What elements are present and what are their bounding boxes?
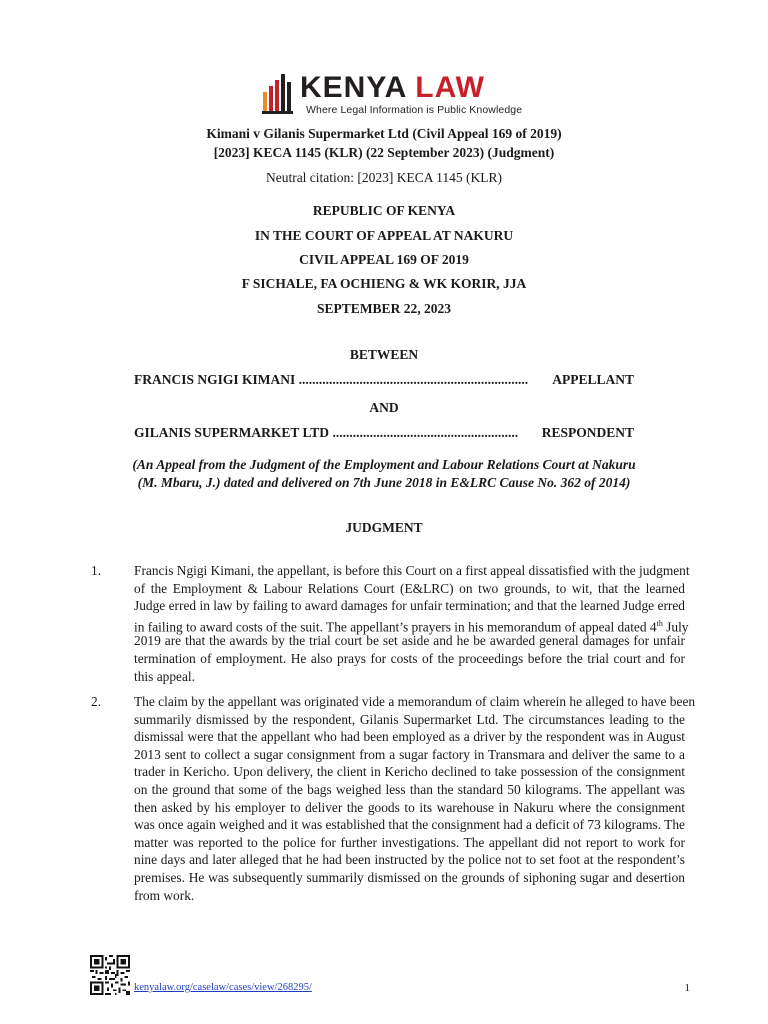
ordinal-suffix: th [656, 618, 663, 628]
case-title-line2: [2023] KECA 1145 (KLR) (22 September 2023) (Judgment) [213, 145, 555, 160]
paragraph-line: of the Employment & Labour Relations Court (E&LRC) on two grounds, to wit, that the learned [134, 580, 685, 596]
paragraph-line: matter was reported to the police for further investigations. The appellant did not report to work for [134, 834, 685, 850]
paragraph-text [134, 562, 690, 685]
paragraph-line: on the ground that some of the bags weighed less than the standard 50 kilograms. The appellant was [134, 781, 685, 797]
neutral-citation: Neutral citation: [2023] KECA 1145 (KLR) [265, 170, 503, 185]
paragraph-number: 1. [91, 563, 102, 578]
paragraph-line: 2019 are that the awards by the trial court be set aside and he be awarded general damages for unfair [134, 633, 685, 649]
paragraph-line: Francis Ngigi Kimani, the appellant, is before this Court on a first appeal dissatisfied with the judgment [134, 563, 690, 578]
paragraph-line: in failing to award costs of the suit. The appellant’s prayers in his memorandum of appeal dated 4th July [134, 618, 689, 635]
appeal-note-line2: (M. Mbaru, J.) dated and delivered on 7th June 2018 in E&LRC Cause No. 362 of 2014) [137, 475, 631, 490]
paragraph-line: Judge erred in law by failing to award damages for unfair termination; and that the learned Judge erred [134, 598, 685, 614]
page-footer [90, 955, 690, 997]
case-url-link[interactable]: kenyalaw.org/caselaw/cases/view/268295/ [134, 982, 312, 993]
judgment-heading: JUDGMENT [345, 520, 423, 535]
case-title-line1: Kimani v Gilanis Supermarket Ltd (Civil Appeal 169 of 2019) [206, 126, 562, 141]
paragraph-line: termination of employment. He also prays for costs of the proceedings before the trial court and for [134, 650, 685, 666]
respondent-role: RESPONDENT [541, 425, 634, 440]
appellant-line [134, 372, 634, 388]
court-name: IN THE COURT OF APPEAL AT NAKURU [254, 228, 514, 243]
paragraph-line: premises. He was subsequently summarily dismissed on the grounds of siphoning sugar and desertion [134, 869, 685, 885]
paragraph-line: nine days and later alleged that he had been instructed by the police not to set foot at the respondent’s [134, 852, 685, 868]
appellant-name: FRANCIS NGIGI KIMANI [134, 372, 296, 387]
republic-heading: REPUBLIC OF KENYA [312, 203, 456, 218]
respondent-dots: ....................................................... [332, 425, 519, 440]
judges: F SICHALE, FA OCHIENG & WK KORIR, JJA [241, 276, 527, 291]
paragraph-number: 2. [91, 694, 102, 709]
qr-code-icon[interactable] [90, 955, 130, 995]
logo-wordmark [300, 72, 485, 104]
judgment-date: SEPTEMBER 22, 2023 [317, 301, 451, 316]
paragraph-line: dismissal were that the appellant who had been employed as a driver by the respondent was in August [134, 729, 685, 745]
logo-word-law: LAW [415, 71, 485, 104]
logo-tagline: Where Legal Information is Public Knowledge [306, 104, 523, 116]
paragraph-line: from work. [134, 887, 195, 903]
respondent-line [134, 425, 634, 441]
paragraph-line: 2013 sent to collect a sugar consignment from a sugar factory in Transmara and deliver the same to a [134, 746, 685, 762]
logo-word-kenya: KENYA [300, 71, 408, 104]
case-number: CIVIL APPEAL 169 OF 2019 [299, 252, 469, 267]
and-label: AND [369, 400, 399, 415]
appellant-dots: .................................................................... [298, 372, 529, 387]
paragraph-line: was once again weighed and it was established that the consignment had a deficit of 73 kilograms. The [134, 817, 685, 833]
paragraph-line: summarily dismissed by the respondent, Gilanis Supermarket Ltd. The circumstances leading to the [134, 711, 685, 727]
paragraph-line: then asked by his employer to deliver the goods to its warehouse in Nakuru where the consignment [134, 799, 685, 815]
respondent-name: GILANIS SUPERMARKET LTD [134, 425, 330, 440]
paragraph-line: this appeal. [134, 668, 195, 684]
paragraph-text [134, 693, 696, 904]
paragraph-line: trader in Kericho. Upon delivery, the client in Kericho declined to take possession of the consignment [134, 764, 685, 780]
logo-pillars-icon [262, 72, 296, 114]
appeal-note-line1: (An Appeal from the Judgment of the Employment and Labour Relations Court at Nakuru [132, 457, 636, 472]
appellant-role: APPELLANT [552, 372, 634, 387]
kenya-law-logo [262, 70, 523, 118]
page-number: 1 [684, 982, 690, 994]
paragraph-line: The claim by the appellant was originated vide a memorandum of claim wherein he alleged to have been [134, 694, 696, 709]
between-label: BETWEEN [349, 347, 419, 362]
